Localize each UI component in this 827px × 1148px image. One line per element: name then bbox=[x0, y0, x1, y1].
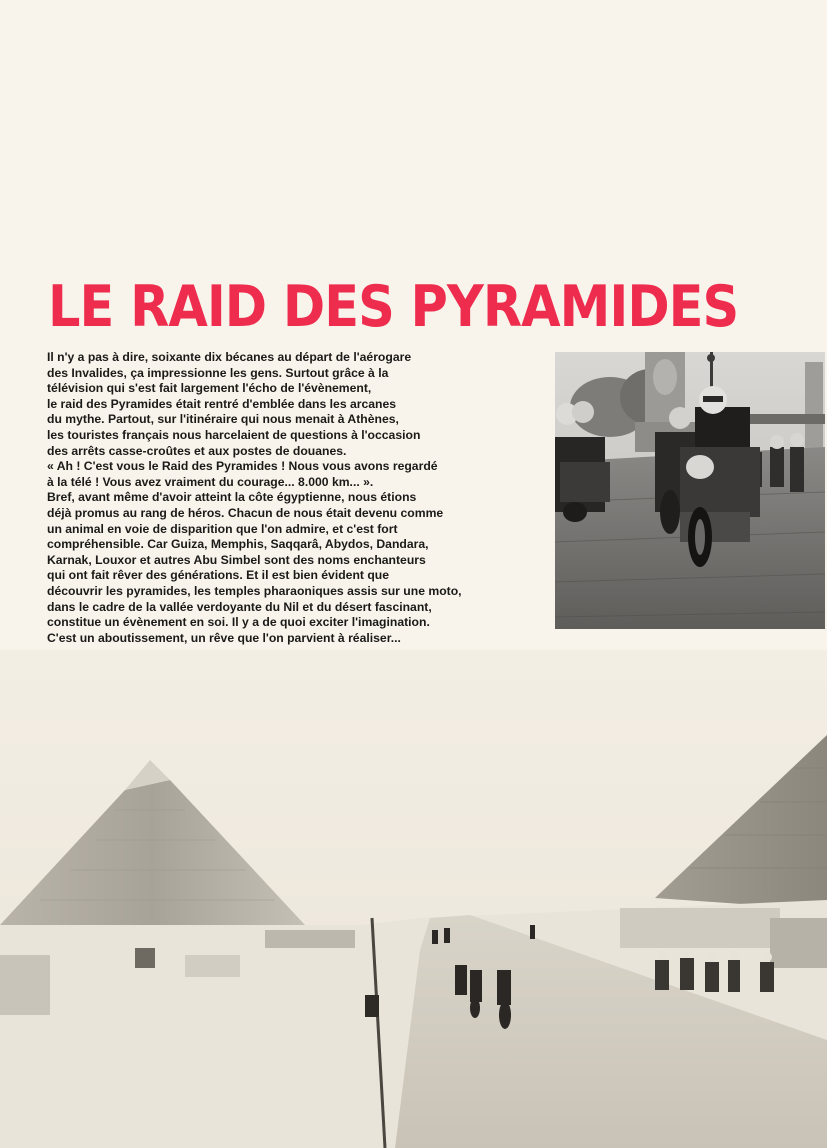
article-title: LE RAID DES PYRAMIDES bbox=[48, 274, 739, 341]
body-line: C'est un aboutissement, un rêve que l'on parvient à réaliser... bbox=[47, 630, 401, 645]
body-line: du mythe. Partout, sur l'itinéraire qui nous menait à Athènes, bbox=[47, 412, 399, 427]
body-line: un animal en voie de disparition que l'on admire, et c'est fort bbox=[47, 521, 398, 536]
body-line: des Invalides, ça impressionne les gens. Surtout grâce à la bbox=[47, 365, 389, 380]
body-line: déjà promus au rang de héros. Chacun de nous était devenu comme bbox=[47, 505, 444, 520]
article-body bbox=[47, 350, 547, 646]
body-line: à la télé ! Vous avez vraiment du courage... 8.000 km... ». bbox=[47, 474, 374, 489]
body-line: qui ont fait rêver des générations. Et il est bien évident que bbox=[47, 568, 389, 583]
motorcyclists-photo bbox=[555, 352, 825, 629]
body-line: le raid des Pyramides était rentré d'emblée dans les arcanes bbox=[47, 396, 397, 411]
body-line: dans le cadre de la vallée verdoyante du Nil et du désert fascinant, bbox=[47, 599, 432, 614]
body-line: Il n'y a pas à dire, soixante dix bécanes au départ de l'aérogare bbox=[47, 350, 412, 364]
body-line: Karnak, Louxor et autres Abu Simbel sont des noms enchanteurs bbox=[47, 552, 426, 567]
body-line: découvrir les pyramides, les temples pharaoniques assis sur une moto, bbox=[47, 583, 462, 598]
body-line: « Ah ! C'est vous le Raid des Pyramides ! Nous vous avons regardé bbox=[47, 459, 438, 474]
body-line: les touristes français nous harcelaient de questions à l'occasion bbox=[47, 427, 421, 442]
body-line: compréhensible. Car Guiza, Memphis, Saqqarâ, Abydos, Dandara, bbox=[47, 537, 429, 552]
body-line: Bref, avant même d'avoir atteint la côte égyptienne, nous étions bbox=[47, 490, 417, 505]
pyramids-photo bbox=[0, 650, 827, 1148]
body-line: constitue un évènement en soi. Il y a de quoi exciter l'imagination. bbox=[47, 615, 430, 630]
body-line: des arrêts casse-croûtes et aux postes de douanes. bbox=[47, 443, 347, 458]
body-line: télévision qui s'est fait largement l'écho de l'évènement, bbox=[47, 381, 372, 396]
